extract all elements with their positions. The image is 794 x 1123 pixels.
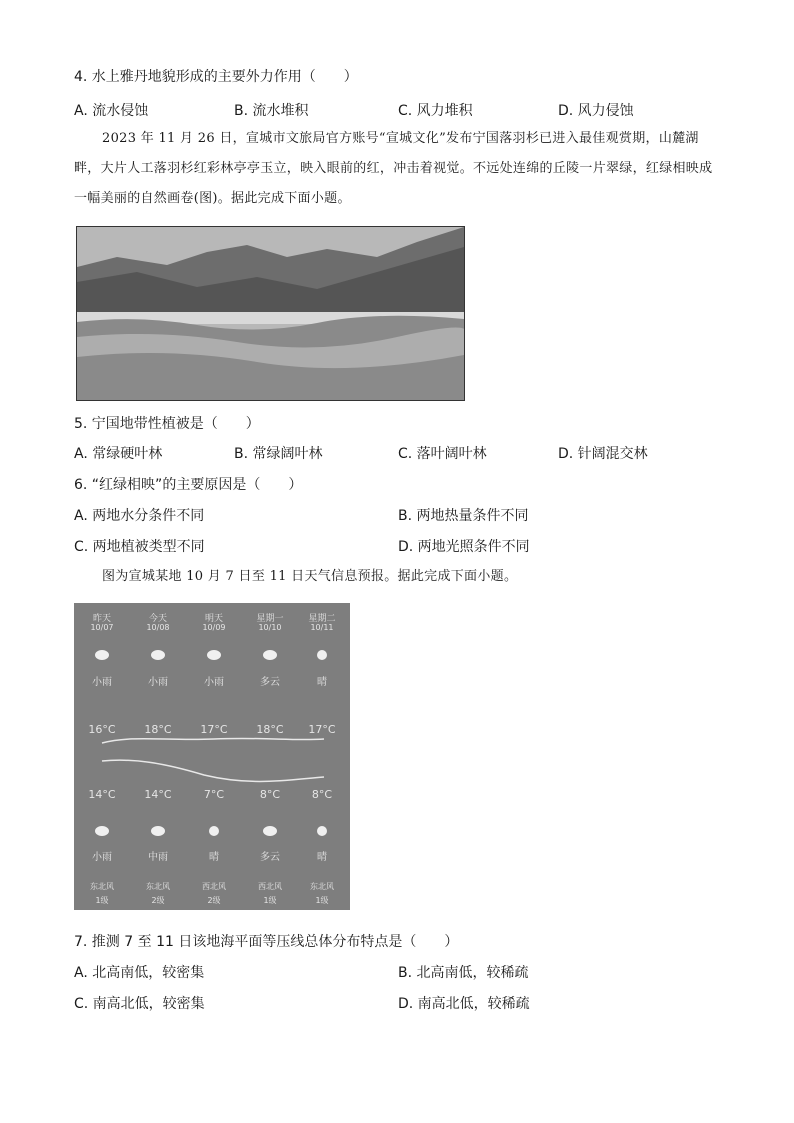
- weather-low-temp: 8°C: [259, 788, 281, 801]
- weather-high-temp: 16°C: [88, 723, 116, 736]
- weather-wind: 西北风: [202, 882, 226, 891]
- question-6-option-b: B. 两地热量条件不同: [398, 508, 529, 524]
- weather-day-condition: 小雨: [92, 677, 112, 688]
- weather-day-condition: 小雨: [148, 677, 168, 688]
- cloud-rain-icon: [150, 649, 166, 661]
- cloud-icon: [262, 649, 278, 661]
- weather-high-temp: 17°C: [308, 723, 336, 736]
- weather-night-condition: 中雨: [148, 852, 168, 863]
- question-7-option-b: B. 北高南低，较稀疏: [398, 965, 529, 981]
- weather-day-label: 星期二: [308, 614, 336, 624]
- weather-wind-level: 1级: [263, 896, 277, 905]
- weather-day-condition: 多云: [260, 677, 280, 688]
- landscape-illustration: [77, 227, 464, 400]
- weather-night-condition: 晴: [317, 852, 327, 863]
- weather-high-temp: 17°C: [200, 723, 228, 736]
- weather-date: 10/08: [146, 623, 170, 632]
- weather-wind-level: 1级: [95, 896, 109, 905]
- passage-1: 2023 年 11 月 26 日，宣城市文旅局官方账号“宣城文化”发布宁国落羽杉已进入最佳观赏期，山麓湖畔，大片人工落羽杉红彩林亭亭玉立，映入眼前的红，冲击着视觉。不远处连绵的丘陵一片翠绿，红绿相映成一幅美丽的自然画卷(图)。据此完成下面小题。: [74, 131, 713, 206]
- weather-night-condition: 晴: [209, 852, 219, 863]
- weather-wind: 西北风: [258, 882, 282, 891]
- cloud-rain-icon: [150, 825, 166, 837]
- weather-wind: 东北风: [90, 882, 114, 891]
- question-5-option-b: B. 常绿阔叶林: [234, 446, 323, 462]
- question-4-option-b: B. 流水堆积: [234, 103, 309, 119]
- question-4-option-d: D. 风力侵蚀: [558, 103, 634, 119]
- question-7-stem: 7. 推测 7 至 11 日该地海平面等压线总体分布特点是（ ）: [74, 934, 459, 950]
- passage-2: 图为宣城某地 10 月 7 日至 11 日天气信息预报。据此完成下面小题。: [102, 569, 518, 584]
- cloud-icon: [262, 825, 278, 837]
- moon-icon: [314, 825, 330, 837]
- weather-low-temp: 7°C: [203, 788, 225, 801]
- weather-night-condition: 小雨: [92, 852, 112, 863]
- weather-date: 10/09: [202, 623, 226, 632]
- question-6-option-c: C. 两地植被类型不同: [74, 539, 205, 555]
- sun-icon: [314, 649, 330, 661]
- weather-date: 10/10: [258, 623, 282, 632]
- weather-date: 10/07: [90, 623, 114, 632]
- weather-high-temp: 18°C: [256, 723, 284, 736]
- weather-wind-level: 2级: [151, 896, 165, 905]
- question-5-option-d: D. 针阔混交林: [558, 446, 648, 462]
- weather-day-condition: 小雨: [204, 677, 224, 688]
- weather-low-temp: 14°C: [88, 788, 116, 801]
- question-5-option-a: A. 常绿硬叶林: [74, 446, 163, 462]
- question-5-stem: 5. 宁国地带性植被是（ ）: [74, 416, 260, 432]
- question-6-stem: 6. “红绿相映”的主要原因是（ ）: [74, 477, 303, 493]
- weather-day-condition: 晴: [317, 677, 327, 688]
- question-4-option-a: A. 流水侵蚀: [74, 103, 149, 119]
- cloud-rain-icon: [94, 649, 110, 661]
- weather-forecast: [74, 603, 350, 910]
- weather-day-label: 昨天: [92, 614, 111, 624]
- question-7-option-d: D. 南高北低，较稀疏: [398, 996, 530, 1012]
- weather-day-label: 今天: [148, 614, 167, 624]
- weather-wind-level: 2级: [207, 896, 221, 905]
- question-6-option-d: D. 两地光照条件不同: [398, 539, 530, 555]
- cloud-rain-icon: [94, 825, 110, 837]
- landscape-photo: [76, 226, 465, 401]
- weather-date: 10/11: [310, 623, 334, 632]
- weather-low-temp: 14°C: [144, 788, 172, 801]
- weather-night-condition: 多云: [260, 852, 280, 863]
- weather-wind: 东北风: [310, 882, 334, 891]
- cloud-rain-icon: [206, 649, 222, 661]
- moon-icon: [206, 825, 222, 837]
- question-7-option-c: C. 南高北低，较密集: [74, 996, 205, 1012]
- weather-day-label: 明天: [204, 614, 223, 624]
- weather-day-label: 星期一: [256, 614, 284, 624]
- question-6-option-a: A. 两地水分条件不同: [74, 508, 205, 524]
- question-4-stem: 4. 水上雅丹地貌形成的主要外力作用（ ）: [74, 69, 358, 85]
- weather-wind: 东北风: [146, 882, 170, 891]
- weather-low-temp: 8°C: [311, 788, 333, 801]
- weather-wind-level: 1级: [315, 896, 329, 905]
- question-5-option-c: C. 落叶阔叶林: [398, 446, 487, 462]
- question-7-option-a: A. 北高南低，较密集: [74, 965, 205, 981]
- question-4-option-c: C. 风力堆积: [398, 103, 473, 119]
- weather-high-temp: 18°C: [144, 723, 172, 736]
